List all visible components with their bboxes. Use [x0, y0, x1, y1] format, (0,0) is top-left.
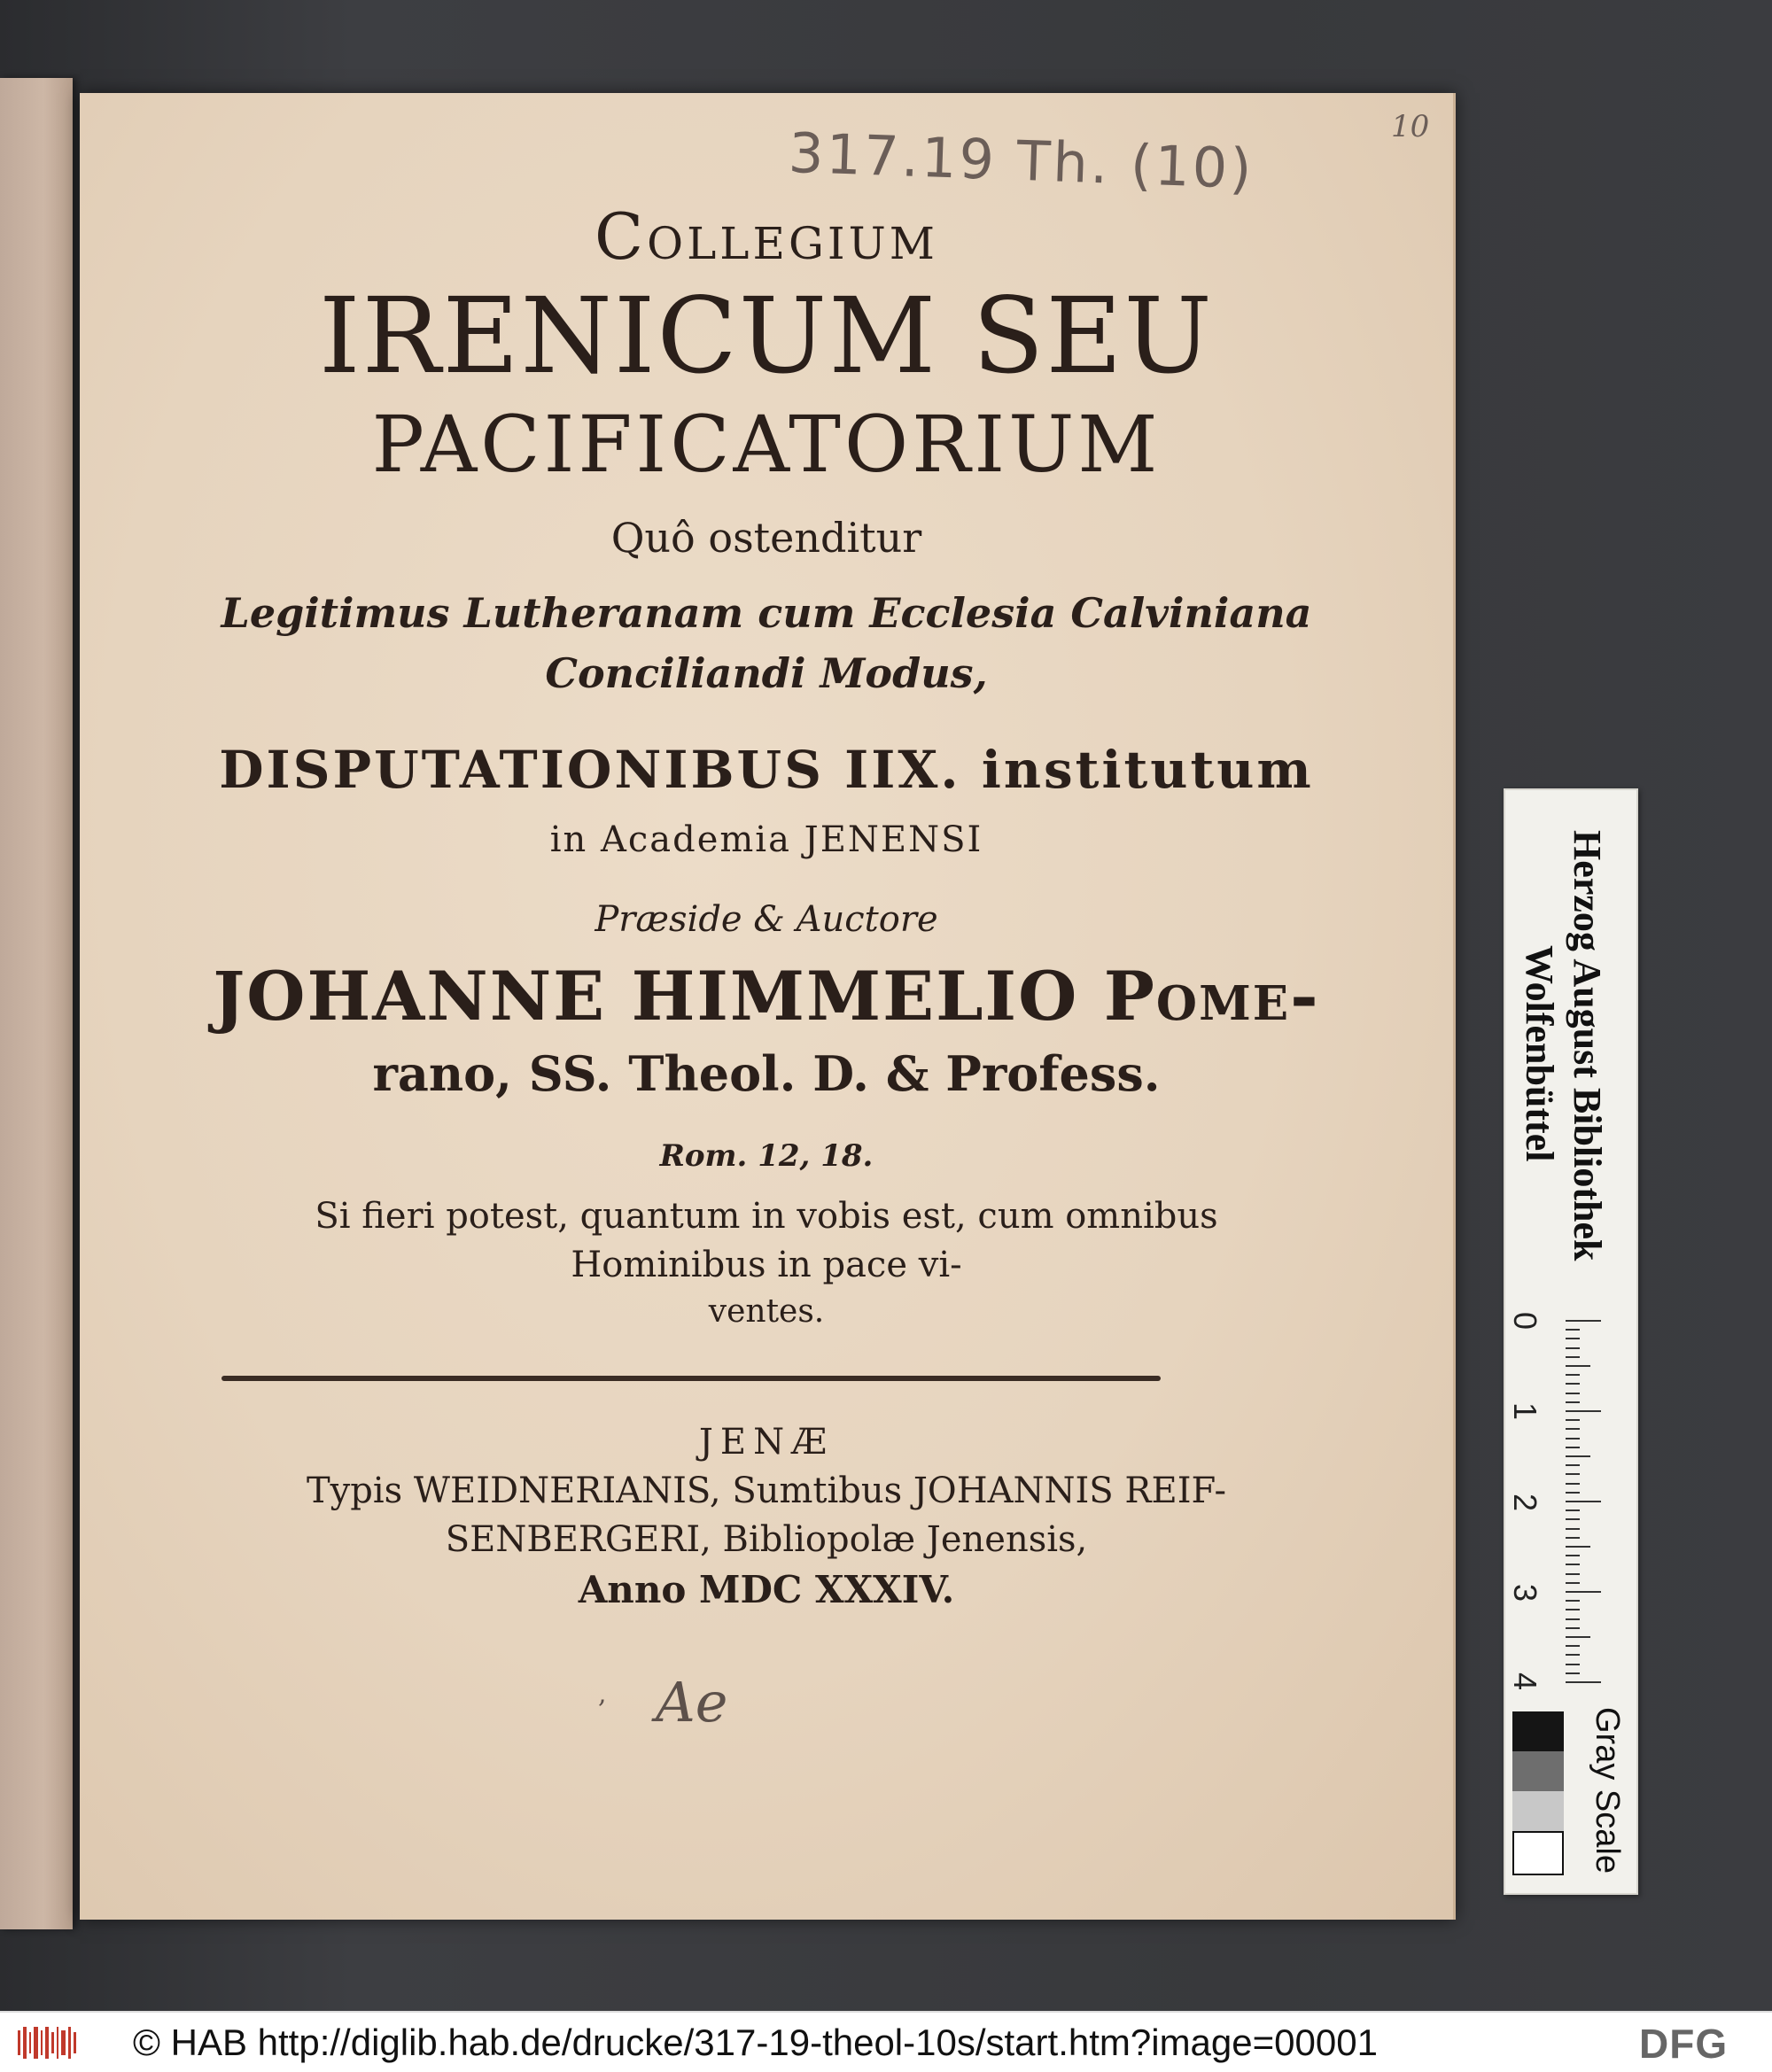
- title-line-1: Collegium: [594, 199, 938, 274]
- pencil-mark: ,: [598, 1679, 607, 1710]
- title-line-14: Hominibus in pace vi-: [571, 1245, 962, 1285]
- ruler-tick: [1566, 1483, 1580, 1485]
- title-line-9: Præside & Auctore: [595, 899, 938, 940]
- title-line-2: IRENICUM SEU: [319, 275, 1214, 397]
- title-line-5: Legitimus Lutheranam cum Ecclesia Calviniana: [221, 589, 1312, 637]
- ruler-tick: [1566, 1518, 1580, 1520]
- previous-page-edge: [0, 78, 73, 1929]
- title-line-7: DISPUTATIONIBUS IIX. institutum: [219, 740, 1314, 800]
- ruler-tick: [1566, 1464, 1580, 1466]
- gray-swatch-dark: [1512, 1751, 1564, 1791]
- horizontal-rule: [222, 1376, 1161, 1381]
- barcode-icon: [16, 2025, 78, 2060]
- ruler-tick: [1566, 1501, 1601, 1502]
- gray-swatch-black: [1512, 1711, 1564, 1751]
- ruler-tick: [1566, 1627, 1580, 1629]
- ruler-tick: [1566, 1329, 1580, 1331]
- title-line-8: in Academia JENENSI: [549, 819, 983, 860]
- imprint-line-1: JENÆ: [698, 1422, 835, 1463]
- title-line-6: Conciliandi Modus,: [545, 649, 988, 697]
- ruler-tick: [1566, 1672, 1580, 1674]
- ruler-tick: [1566, 1555, 1580, 1556]
- ruler-number-2: 2: [1507, 1493, 1544, 1512]
- footer-bar: [0, 2011, 1772, 2072]
- ruler-tick: [1566, 1447, 1580, 1448]
- ruler-tick: [1566, 1401, 1580, 1403]
- imprint-line-3: SENBERGERI, Bibliopolæ Jenensis,: [445, 1519, 1088, 1560]
- ruler-tick: [1566, 1681, 1601, 1683]
- color-calibration-chart: [1504, 788, 1638, 1895]
- ruler-tick: [1566, 1410, 1601, 1412]
- ruler-tick: [1566, 1591, 1601, 1593]
- ruler-tick: [1566, 1664, 1580, 1665]
- ruler-tick: [1566, 1455, 1590, 1457]
- ruler-tick: [1566, 1645, 1580, 1647]
- ruler-tick: [1566, 1393, 1580, 1394]
- ruler-tick: [1566, 1618, 1580, 1620]
- imprint-line-2: Typis WEIDNERIANIS, Sumtibus JOHANNIS REIF-: [307, 1471, 1226, 1511]
- imprint-line-4: Anno MDC XXXIV.: [578, 1568, 955, 1611]
- title-line-4: Quô ostenditur: [610, 514, 922, 562]
- chart-city: Wolfenbüttel: [1518, 945, 1561, 1162]
- pencil-note: Ae: [656, 1670, 728, 1734]
- ruler-tick: [1566, 1528, 1580, 1530]
- ruler-number-3: 3: [1507, 1583, 1544, 1603]
- copyright-url[interactable]: © HAB http://diglib.hab.de/drucke/317-19-theol-10s/start.htm?image=00001: [133, 2022, 1378, 2063]
- title-page: [80, 93, 1456, 1920]
- ruler-number-4: 4: [1507, 1672, 1544, 1691]
- ruler-tick: [1566, 1428, 1580, 1430]
- foliation-number: 10: [1391, 109, 1430, 144]
- ruler-tick: [1566, 1419, 1580, 1421]
- ruler-tick: [1566, 1509, 1580, 1511]
- gray-scale-label: Gray Scale: [1589, 1707, 1626, 1874]
- ruler-tick: [1566, 1573, 1580, 1575]
- ruler-tick: [1566, 1654, 1580, 1656]
- ruler-ticks: [1566, 1320, 1601, 1692]
- ruler-tick: [1566, 1546, 1590, 1548]
- ruler-tick: [1566, 1537, 1580, 1539]
- ruler-number-0: 0: [1507, 1311, 1544, 1331]
- title-line-11: rano, SS. Theol. D. & Profess.: [372, 1045, 1161, 1102]
- shelfmark: 317.19 Th. (10): [787, 120, 1255, 202]
- ruler-tick: [1566, 1383, 1580, 1385]
- ruler-tick: [1566, 1582, 1580, 1584]
- ruler-tick: [1566, 1320, 1601, 1322]
- ruler-tick: [1566, 1365, 1590, 1367]
- title-line-13: Si fieri potest, quantum in vobis est, cum omnibus: [315, 1196, 1218, 1237]
- gray-swatch-white: [1512, 1831, 1564, 1875]
- ruler-tick: [1566, 1636, 1590, 1638]
- ruler-tick: [1566, 1492, 1580, 1494]
- ruler-number-1: 1: [1507, 1401, 1544, 1421]
- dfg-logo: DFG: [1639, 2021, 1729, 2067]
- ruler-tick: [1566, 1438, 1580, 1440]
- ruler-tick: [1566, 1609, 1580, 1610]
- title-line-3: PACIFICATORIUM: [371, 399, 1162, 490]
- chart-institution: Herzog August Bibliothek: [1566, 830, 1609, 1261]
- gray-swatch-light: [1512, 1791, 1564, 1831]
- title-line-15: ventes.: [708, 1293, 825, 1330]
- title-line-10: JOHANNE HIMMELIO Pome-: [213, 957, 1320, 1036]
- ruler-tick: [1566, 1374, 1580, 1376]
- ruler-tick: [1566, 1564, 1580, 1565]
- ruler-tick: [1566, 1347, 1580, 1349]
- ruler-tick: [1566, 1356, 1580, 1358]
- ruler-tick: [1566, 1473, 1580, 1475]
- ruler-tick: [1566, 1338, 1580, 1339]
- ruler-tick: [1566, 1600, 1580, 1602]
- title-line-12: Rom. 12, 18.: [659, 1138, 874, 1174]
